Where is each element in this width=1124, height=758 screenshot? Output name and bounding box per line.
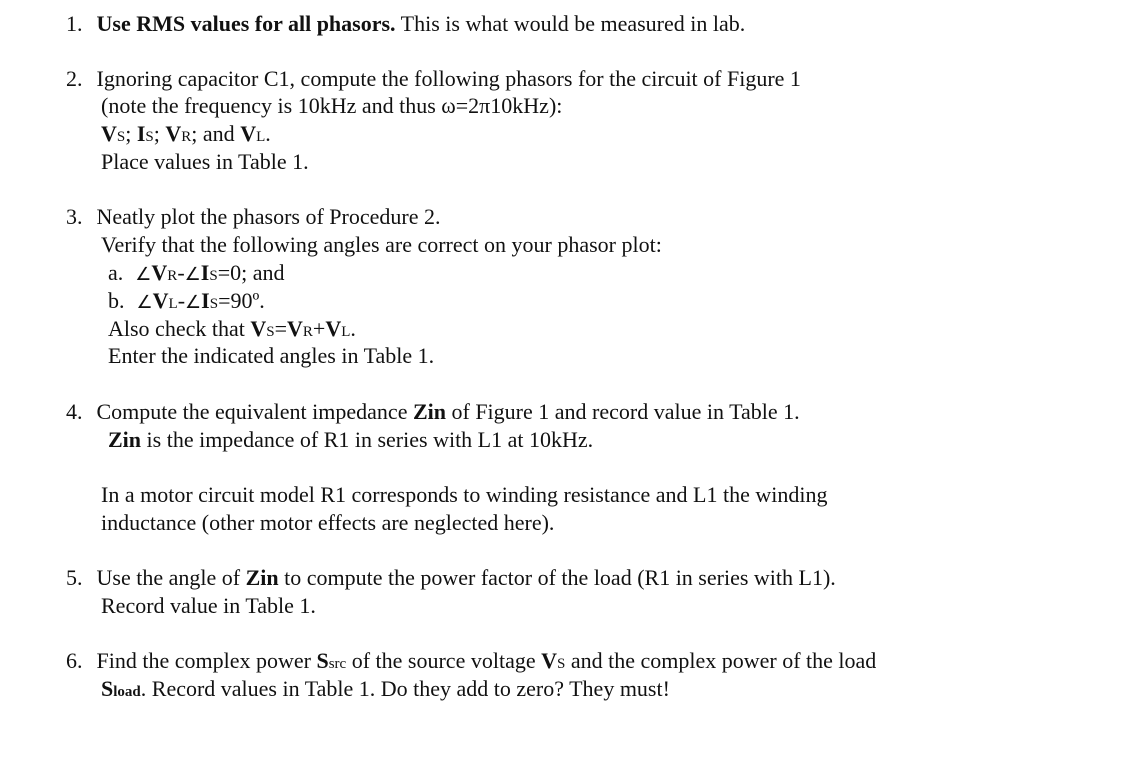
item-4-line-2: Zin is the impedance of R1 in series with L1 at 10kHz. [108,427,594,452]
item-2-line-3: VS; IS; VR; and VL. [101,121,271,146]
instruction-text: This is what would be measured in lab. [395,11,746,36]
item-6-line-1: 6. Find the complex power Ssrc of the source voltage VS and the complex power of the load [66,648,877,673]
sub-item-letter: a. [108,260,124,285]
item-1-line [66,10,745,37]
item-4-line-3: In a motor circuit model R1 corresponds to winding resistance and L1 the winding [101,482,828,507]
angle-symbol: ∠ [135,264,152,285]
item-number: 2. [66,66,83,91]
phasor-symbol: V [165,121,182,146]
item-3-line-2: Verify that the following angles are correct on your phasor plot: [101,232,662,257]
phasor-symbol: V [101,121,117,146]
zin-symbol: Zin [245,565,279,590]
item-2-line-2: (note the frequency is 10kHz and thus ω=2π10kHz): [101,93,563,118]
phasor-symbol: V [240,121,257,146]
item-3-line-1 [66,203,440,230]
item-3-sub-b: b. ∠VL-∠IS=90º. [108,288,265,313]
item-number: 5. [66,565,83,590]
phasor-symbol: I [136,121,146,146]
instruction-text: Ignoring capacitor C1, compute the following phasors for the circuit of Figure 1 [96,66,801,91]
item-4-line-1: 4. Compute the equivalent impedance Zin of Figure 1 and record value in Table 1. [66,399,800,424]
subscript: R [181,129,192,145]
item-3-line-6: Enter the indicated angles in Table 1. [108,343,435,368]
item-number: 4. [66,399,83,424]
sub-item-letter: b. [108,288,125,313]
item-2-line-1 [66,65,801,92]
subscript: L [256,129,266,145]
zin-symbol: Zin [412,399,446,424]
item-number: 1. [66,11,83,36]
subscript: S [145,129,154,145]
instruction-text: Neatly plot the phasors of Procedure 2. [96,204,441,229]
item-5-line-2: Record value in Table 1. [101,593,316,618]
item-5-line-1: 5. Use the angle of Zin to compute the power factor of the load (R1 in series with L1). [66,565,836,590]
angle-symbol: ∠ [185,292,202,313]
item-2-line-4: Place values in Table 1. [101,149,309,174]
item-6-line-2: Sload. Record values in Table 1. Do they add to zero? They must! [101,676,670,701]
zin-symbol: Zin [108,427,142,452]
item-3-line-5: Also check that VS=VR+VL. [108,316,356,341]
angle-symbol: ∠ [136,292,153,313]
bold-instruction: Use RMS values for all phasors. [96,11,396,36]
item-number: 6. [66,648,83,673]
complex-power-symbol: S [316,648,329,673]
item-4-line-4: inductance (other motor effects are neglected here). [101,510,555,535]
item-3-sub-a: a. ∠VR-∠IS=0; and [108,260,285,285]
complex-power-symbol: S [101,676,114,701]
subscript: S [116,129,126,145]
angle-symbol: ∠ [184,264,201,285]
item-number: 3. [66,204,83,229]
